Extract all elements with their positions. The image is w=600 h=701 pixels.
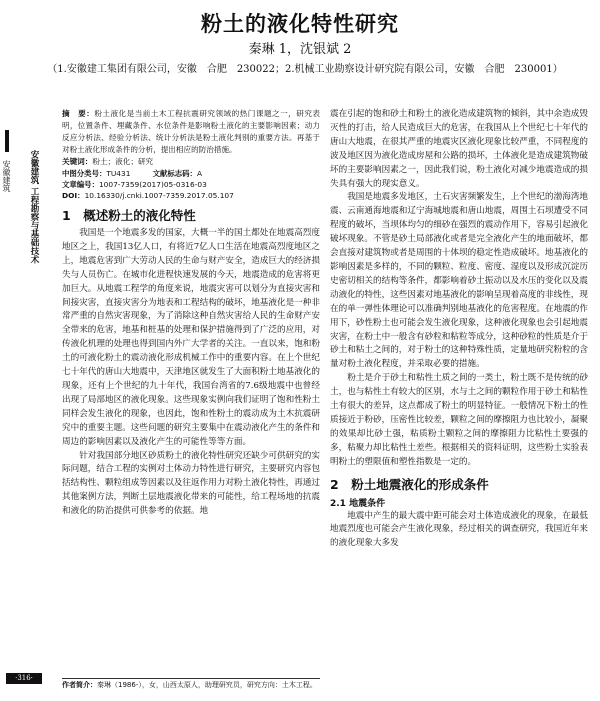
- clc-number: TU431: [106, 169, 131, 178]
- doi-value: 10.16330/j.cnki.1007-7359.2017.05.107: [84, 191, 234, 200]
- section-2-1-heading: 2.1 地震条件: [330, 498, 386, 509]
- right-column: [330, 108, 588, 551]
- side-journal-text: 安徽建筑 工程勘察与基础技术: [29, 150, 39, 264]
- article-number: 1007-7359(2017)05-0316-03: [98, 180, 207, 189]
- margin-bar: [5, 130, 9, 152]
- section-2-heading: 2 粉土地震液化的形成条件: [330, 476, 489, 492]
- section-1-paragraph-5: 粉土是介于砂土和粘性土质之间的一类土，粉土既不是传统的砂土，也与粘性土有较大的区别，水与土之间的颗粒作用于砂土和粘性土有很大的差异，这点都成了粉土的明显特征。一般情况下粉土的性质接近于粉砂，压密性比较差，颗粒之间的摩擦阻力也比较小，凝聚的效果却比砂土强，粘质粉土颗粒之间的摩擦阻力比粘性土要强的多，粘聚力却比粘性土差些。根据相关的资料证明，这些粉土实验表明粉土的塑限值和塑性指数是一定的。: [330, 373, 588, 467]
- section-1-heading: 1 概述粉土的液化特性: [62, 208, 196, 223]
- section-1-paragraph-2: 针对我国部分地区砂质粉土的液化特性研究还缺少可供研究的实际问题，结合工程的实例对土体动力特性进行研究，主要研究内容包括结构性、颗粒组成等因素以及往返作用力对粉土液化特性，再通过其他案例方法，判断土层地震液化带来的可能性，给工程场地的抗震和液化的防治提供可供参考的依据。地: [62, 450, 320, 517]
- abstract-label: 摘 要：: [62, 109, 95, 118]
- doi-line: DOI：10.16330/j.cnki.1007-7359.2017.05.107: [62, 191, 234, 200]
- left-column: [62, 108, 320, 519]
- left-margin-mark: [2, 130, 18, 310]
- section-1-paragraph-4: 我国是地震多发地区，土石灾害频繁发生，上个世纪的渤海湾地震、云南通海地震和辽宁海城地震和唐山地震，周围土石坝遭受不同程度的破坏，当坝体均匀的细砂在强烈的震动作用下，容易引起液化破坏现象。不管是砂土局部液化或者是完全液化产生的地面破坏，都会直接对建筑物或者是周围的十体坝的稳定性造成破坏。地基液化的影响因素是多样的，不同的颗粒、粒度、密度、湿度以及形成沉淀历史密切相关的结构等条件，都影响着砂土振动以及水压的变化以及震动液化的特性，这些因素对地基液化的影响呈现着高度的非线性，现在的单一弹性体理论可以准确判别地基液化的危害程度。在地震的作用下，砂性粉土也可能会发生液化现象，这种液化现象也会引起地震灾害，在粉土中一般含有砂粒和粘粒等成分，这种砂粒的性质是介于砂土和粘土之间的，对于粉土的这种特殊性质，定量地研究粉粒的含量对粉土液化程度，并采取必要的措施。: [330, 192, 588, 370]
- section-1-paragraph-1: 我国是一个地震多发的国家，大概一半的国土都处在地震高烈度地区之上，我国13亿人口，有将近7亿人口生活在地震高烈度地区之上，地震危害到广大劳动人民的生命与财产安全，造成巨大的经济损失与人员伤亡。在城市化进程快速发展的今天，地震造成的危害将更加巨大。从地震工程学的角度来说，地震灾害可以划分为直接灾害和间接灾害，直接灾害分为地表和工程结构的破坏，地基液化是一种非常严重的自然灾害现象，为了消除这种自然灾害给人民的生命财产安全带来的危害，地基和桩基的处理和保护措施得到了广泛的应用，对传液化机理的处理也得到国内外广大学者的关注。一直以来，饱和粉土的可液化粉土的震动液化形成机械工作中的重要内容。在上个世纪七十年代的唐山大地震中，天津地区就发生了大面积粉土地基液化的现象，还有上个世纪的九十年代，我国台湾省的7.6级地震中也曾经出现了局部地区的液化现象。这些现象实例向我们证明了饱和性粉土同样会发生液化的现象，也因此，饱和性粉土的震动成为土木抗震研究中的重要主题。这些问题的研究主要集中在震动液化产生的条件和周边的影响因素以及液化产生的可能性等等方面。: [62, 228, 320, 447]
- author-footnote: [62, 678, 320, 690]
- paper-authors: 秦琳 1，沈银斌 2: [248, 42, 352, 57]
- keywords-text: 粉土；液化；研究: [92, 157, 154, 166]
- page-number-box: ·316·: [6, 673, 42, 684]
- paper-affiliation: （1.安徽建工集团有限公司，安徽 合肥 230022；2.机械工业勘察设计研究院有限公司，安徽 合肥 230001）: [47, 64, 563, 75]
- keywords-label: 关键词：: [62, 157, 93, 166]
- article-number-line: 文章编号：1007-7359(2017)05-0316-03: [62, 180, 207, 189]
- footnote-text: 秦琳（1986-），女，山西太原人，助理研究员，研究方向：土木工程。: [97, 681, 317, 689]
- abstract-text: 粉土液化是当前土木工程抗震研究领域的热门课题之一，研究表明，位置条件、埋藏条件、水位条件是影响粉土液化的主要影响因素；动力反应分析法、经验分析法、统计分析法是粉土液化判别的重要方法。再基于对粉土液化形成条件的分析，提出相应的防治措施。: [62, 109, 320, 154]
- classification-line: 中图分类号：TU431 文献标志码：A: [62, 169, 202, 178]
- abstract: [62, 108, 320, 168]
- right-body: [330, 108, 588, 551]
- section-1-paragraph-3: 震在引起的饱和砂土和粉土的液化造成建筑物的倾斜，其中余造成毁灭性的打击，给人民造成巨大的危害，在我国从上个世纪七十年代的唐山大地震，在很其严重的地震灾区液化现象比较严重，不同程度的波及地区因为液化造成房屋和公路的损坏，土体液化是造成建筑物破坏的主要影响因素之一，因此我们说，粉土液化对减少地震造成的损失具有强大的现实意义。: [330, 109, 588, 189]
- section-2-1-paragraph-1: 地震中产生的最大震中距可能会对土体造成液化的现象，在最低地震烈度也可能会产生液化现象，经过相关的调查研究，我国近年来的液化现象大多发: [330, 510, 588, 549]
- margin-vertical-text: 安徽建筑: [2, 160, 11, 192]
- paper-title: 粉土的液化特性研究: [201, 12, 399, 36]
- footnote-label: 作者简介：: [62, 681, 97, 689]
- doc-code: A: [196, 169, 202, 178]
- left-body: [62, 206, 320, 519]
